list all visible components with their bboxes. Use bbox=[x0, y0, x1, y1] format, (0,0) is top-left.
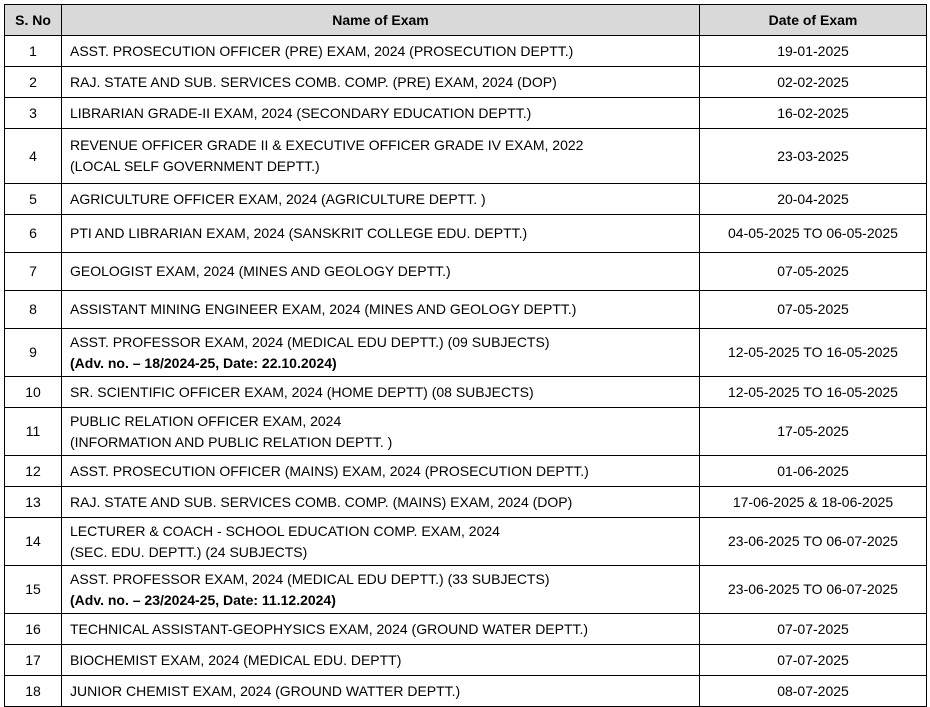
exam-name-line: PUBLIC RELATION OFFICER EXAM, 2024 bbox=[70, 412, 342, 429]
exam-date-cell: 16-02-2025 bbox=[700, 98, 927, 129]
serial-number-cell: 10 bbox=[5, 377, 62, 408]
exam-name-cell bbox=[62, 291, 700, 329]
exam-date-cell: 02-02-2025 bbox=[700, 67, 927, 98]
table-body bbox=[5, 36, 927, 707]
exam-date-cell: 12-05-2025 TO 16-05-2025 bbox=[700, 329, 927, 377]
serial-number-cell: 16 bbox=[5, 614, 62, 645]
exam-date-cell: 07-07-2025 bbox=[700, 645, 927, 676]
exam-name-cell bbox=[62, 518, 700, 566]
serial-number-cell: 7 bbox=[5, 253, 62, 291]
serial-number-cell: 1 bbox=[5, 36, 62, 67]
exam-schedule-table bbox=[4, 4, 927, 707]
exam-date-cell: 23-03-2025 bbox=[700, 129, 927, 184]
exam-name-cell bbox=[62, 67, 700, 98]
table-row bbox=[5, 129, 927, 184]
table-row bbox=[5, 215, 927, 253]
serial-number-cell: 11 bbox=[5, 408, 62, 456]
exam-name-cell bbox=[62, 566, 700, 614]
exam-name-cell bbox=[62, 614, 700, 645]
exam-name-cell bbox=[62, 129, 700, 184]
exam-date-cell: 19-01-2025 bbox=[700, 36, 927, 67]
table-row bbox=[5, 291, 927, 329]
serial-number-cell: 12 bbox=[5, 456, 62, 487]
table-row bbox=[5, 36, 927, 67]
table-row bbox=[5, 253, 927, 291]
exam-name-cell bbox=[62, 253, 700, 291]
serial-number-cell: 15 bbox=[5, 566, 62, 614]
serial-number-cell: 8 bbox=[5, 291, 62, 329]
serial-number-cell: 9 bbox=[5, 329, 62, 377]
exam-name-line: ASST. PROSECUTION OFFICER (PRE) EXAM, 2024 (PROSECUTION DEPTT.) bbox=[70, 42, 574, 59]
exam-name-line: ASSISTANT MINING ENGINEER EXAM, 2024 (MINES AND GEOLOGY DEPTT.) bbox=[70, 301, 577, 317]
table-row bbox=[5, 329, 927, 377]
exam-name-cell bbox=[62, 487, 700, 518]
exam-name-cell bbox=[62, 408, 700, 456]
table-row bbox=[5, 98, 927, 129]
exam-name-line: GEOLOGIST EXAM, 2024 (MINES AND GEOLOGY DEPTT.) bbox=[70, 263, 451, 279]
header-exam-date: Date of Exam bbox=[700, 5, 927, 36]
exam-date-cell: 17-06-2025 & 18-06-2025 bbox=[700, 487, 927, 518]
table-row bbox=[5, 184, 927, 215]
serial-number-cell: 13 bbox=[5, 487, 62, 518]
table-header-row bbox=[5, 5, 927, 36]
serial-number-cell: 5 bbox=[5, 184, 62, 215]
serial-number-cell: 3 bbox=[5, 98, 62, 129]
exam-date-cell: 04-05-2025 TO 06-05-2025 bbox=[700, 215, 927, 253]
exam-name-line: TECHNICAL ASSISTANT-GEOPHYSICS EXAM, 2024 (GROUND WATER DEPTT.) bbox=[70, 620, 589, 637]
exam-date-cell: 17-05-2025 bbox=[700, 408, 927, 456]
serial-number-cell: 6 bbox=[5, 215, 62, 253]
exam-date-cell: 07-05-2025 bbox=[700, 291, 927, 329]
table-row bbox=[5, 67, 927, 98]
exam-date-cell: 07-07-2025 bbox=[700, 614, 927, 645]
exam-name-line: (LOCAL SELF GOVERNMENT DEPTT.) bbox=[70, 158, 320, 174]
table-row bbox=[5, 456, 927, 487]
serial-number-cell: 2 bbox=[5, 67, 62, 98]
exam-name-cell bbox=[62, 36, 700, 67]
serial-number-cell: 4 bbox=[5, 129, 62, 184]
serial-number-cell: 14 bbox=[5, 518, 62, 566]
exam-name-line: SR. SCIENTIFIC OFFICER EXAM, 2024 (HOME DEPTT) (08 SUBJECTS) bbox=[70, 383, 534, 400]
exam-date-cell: 12-05-2025 TO 16-05-2025 bbox=[700, 377, 927, 408]
exam-name-cell bbox=[62, 184, 700, 215]
exam-name-cell bbox=[62, 329, 700, 377]
exam-name-line: JUNIOR CHEMIST EXAM, 2024 (GROUND WATTER DEPTT.) bbox=[70, 682, 461, 699]
table-row bbox=[5, 645, 927, 676]
exam-name-line: RAJ. STATE AND SUB. SERVICES COMB. COMP. (PRE) EXAM, 2024 (DOP) bbox=[70, 73, 557, 90]
exam-name-cell bbox=[62, 215, 700, 253]
advertisement-number-line: (Adv. no. – 18/2024-25, Date: 22.10.2024) bbox=[70, 354, 337, 371]
serial-number-cell: 18 bbox=[5, 676, 62, 707]
exam-name-line: ASST. PROFESSOR EXAM, 2024 (MEDICAL EDU DEPTT.) (09 SUBJECTS) bbox=[70, 333, 550, 350]
table-row bbox=[5, 676, 927, 707]
serial-number-cell: 17 bbox=[5, 645, 62, 676]
exam-name-cell bbox=[62, 456, 700, 487]
table-row bbox=[5, 487, 927, 518]
exam-date-cell: 23-06-2025 TO 06-07-2025 bbox=[700, 566, 927, 614]
exam-name-line: AGRICULTURE OFFICER EXAM, 2024 (AGRICULTURE DEPTT. ) bbox=[70, 190, 486, 207]
header-exam-name: Name of Exam bbox=[62, 5, 700, 36]
exam-name-line: REVENUE OFFICER GRADE II & EXECUTIVE OFFICER GRADE IV EXAM, 2022 bbox=[70, 137, 584, 153]
exam-date-cell: 01-06-2025 bbox=[700, 456, 927, 487]
exam-name-line: RAJ. STATE AND SUB. SERVICES COMB. COMP. (MAINS) EXAM, 2024 (DOP) bbox=[70, 493, 573, 510]
exam-name-cell bbox=[62, 645, 700, 676]
exam-date-cell: 07-05-2025 bbox=[700, 253, 927, 291]
header-serial-number: S. No bbox=[5, 5, 62, 36]
exam-date-cell: 20-04-2025 bbox=[700, 184, 927, 215]
table-row bbox=[5, 566, 927, 614]
exam-name-line: (INFORMATION AND PUBLIC RELATION DEPTT. ) bbox=[70, 433, 393, 450]
table-row bbox=[5, 614, 927, 645]
table-row bbox=[5, 518, 927, 566]
exam-name-line: LIBRARIAN GRADE-II EXAM, 2024 (SECONDARY EDUCATION DEPTT.) bbox=[70, 104, 532, 121]
exam-name-line: ASST. PROSECUTION OFFICER (MAINS) EXAM, 2024 (PROSECUTION DEPTT.) bbox=[70, 462, 589, 479]
exam-name-line: ASST. PROFESSOR EXAM, 2024 (MEDICAL EDU DEPTT.) (33 SUBJECTS) bbox=[70, 570, 550, 587]
table-row bbox=[5, 377, 927, 408]
exam-date-cell: 08-07-2025 bbox=[700, 676, 927, 707]
exam-date-cell: 23-06-2025 TO 06-07-2025 bbox=[700, 518, 927, 566]
exam-name-line: PTI AND LIBRARIAN EXAM, 2024 (SANSKRIT COLLEGE EDU. DEPTT.) bbox=[70, 225, 528, 241]
exam-name-cell bbox=[62, 377, 700, 408]
advertisement-number-line: (Adv. no. – 23/2024-25, Date: 11.12.2024) bbox=[70, 591, 336, 608]
exam-name-line: LECTURER & COACH - SCHOOL EDUCATION COMP. EXAM, 2024 bbox=[70, 522, 500, 539]
exam-name-cell bbox=[62, 676, 700, 707]
exam-name-line: BIOCHEMIST EXAM, 2024 (MEDICAL EDU. DEPTT) bbox=[70, 651, 402, 668]
table-row bbox=[5, 408, 927, 456]
exam-name-line: (SEC. EDU. DEPTT.) (24 SUBJECTS) bbox=[70, 543, 308, 560]
exam-name-cell bbox=[62, 98, 700, 129]
